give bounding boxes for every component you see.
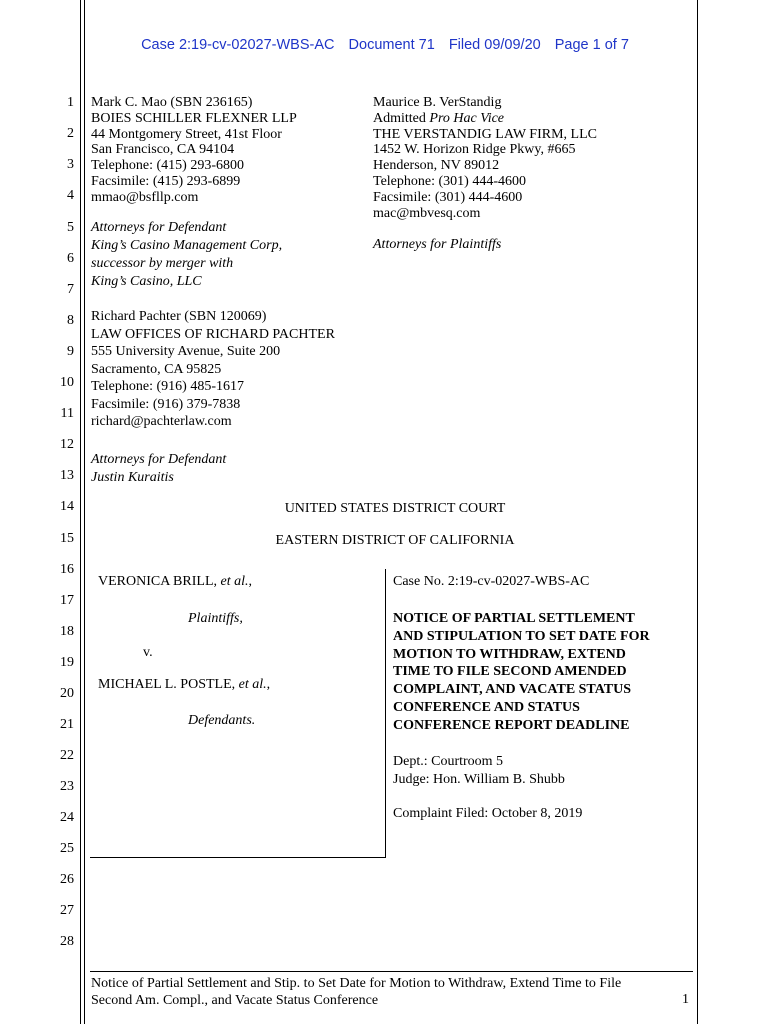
counsel-left-attorneys-for [91, 219, 282, 291]
defendant-comma: , [266, 677, 271, 692]
plaintiff-comma: , [248, 574, 252, 589]
counsel-second-line: Richard Pachter (SBN 120069) [91, 309, 267, 324]
versus: v. [143, 645, 153, 660]
case-number-header: Case 2:19-cv-02027-WBS-AC [141, 37, 335, 53]
attorneys-for-line: Attorneys for Defendant [91, 452, 227, 467]
counsel-left-line: Facsimile: (415) 293-6899 [91, 173, 241, 189]
line-number: 2 [67, 126, 74, 141]
line-number: 16 [60, 562, 74, 577]
line-number: 13 [60, 468, 74, 483]
line-number: 8 [67, 313, 74, 328]
line-number: 24 [60, 810, 74, 825]
line-number: 9 [67, 344, 74, 359]
attorneys-for-line: King’s Casino Management Corp, [91, 238, 283, 253]
line-number: 18 [60, 624, 74, 639]
line-number: 14 [60, 499, 74, 514]
line-number: 12 [60, 437, 74, 452]
caption-divider [385, 569, 386, 858]
counsel-second-line: LAW OFFICES OF RICHARD PACHTER [91, 326, 335, 342]
line-number: 27 [60, 903, 74, 918]
page-number: 1 [682, 992, 689, 1007]
court-name: UNITED STATES DISTRICT COURT [284, 501, 506, 516]
counsel-second-attorneys-for [91, 451, 226, 486]
defendant-etal: et al. [238, 677, 267, 692]
counsel-right-line: THE VERSTANDIG LAW FIRM, LLC [373, 126, 597, 142]
footer [91, 975, 621, 1009]
title-line: AND STIPULATION TO SET DATE FOR [393, 628, 650, 644]
line-number: 5 [67, 220, 74, 235]
admitted-text: Admitted [373, 110, 430, 126]
case-no: Case No. 2:19-cv-02027-WBS-AC [393, 574, 590, 589]
defendant-text: MICHAEL L. POSTLE, [98, 677, 239, 692]
line-number: 15 [60, 531, 74, 546]
counsel-right-line: 1452 W. Horizon Ridge Pkwy, #665 [373, 142, 576, 158]
defendants-label: Defendants. [188, 713, 256, 728]
complaint-filed: Complaint Filed: October 8, 2019 [393, 806, 583, 821]
title-line: CONFERENCE AND STATUS [393, 699, 580, 715]
line-number: 23 [60, 779, 74, 794]
counsel-left-line: mmao@bsfllp.com [91, 189, 199, 205]
counsel-left-line: 44 Montgomery Street, 41st Floor [91, 126, 282, 142]
page-count: Page 1 of 7 [554, 37, 629, 53]
line-number: 19 [60, 655, 74, 670]
caption-bottom-rule [90, 857, 386, 858]
court-district: EASTERN DISTRICT OF CALIFORNIA [275, 533, 515, 548]
footer-line: Second Am. Compl., and Vacate Status Conference [91, 993, 379, 1008]
attorneys-for-line: successor by merger with [91, 256, 234, 271]
judge: Judge: Hon. William B. Shubb [393, 772, 565, 787]
counsel-second-line: Telephone: (916) 485-1617 [91, 379, 244, 394]
counsel-right-attorneys-for: Attorneys for Plaintiffs [373, 237, 502, 252]
line-number: 11 [60, 406, 74, 421]
plaintiff-name [98, 574, 252, 590]
line-number: 3 [67, 157, 74, 172]
defendant-name [98, 677, 270, 693]
line-number: 7 [67, 282, 74, 297]
counsel-second-line: richard@pachterlaw.com [91, 414, 232, 429]
left-margin-rule [80, 0, 81, 1024]
plaintiff-etal: et al. [220, 574, 249, 589]
title-line: NOTICE OF PARTIAL SETTLEMENT [393, 611, 635, 626]
title-line: COMPLAINT, AND VACATE STATUS [393, 682, 632, 698]
line-number: 25 [60, 841, 74, 856]
plaintiff-text: VERONICA BRILL, [98, 574, 221, 589]
line-number: 22 [60, 748, 74, 763]
document-number: Document 71 [348, 37, 435, 53]
pro-hac-vice: Pro Hac Vice [429, 110, 505, 126]
title-line: CONFERENCE REPORT DEADLINE [393, 717, 630, 733]
attorneys-for-line: Attorneys for Defendant [91, 220, 227, 235]
counsel-right-name: Maurice B. VerStandig [373, 95, 502, 110]
title-line: TIME TO FILE SECOND AMENDED [393, 664, 627, 680]
line-number: 21 [60, 717, 74, 732]
counsel-right-line: mac@mbvesq.com [373, 205, 481, 221]
counsel-left-line: BOIES SCHILLER FLEXNER LLP [91, 110, 297, 126]
counsel-left [91, 95, 297, 206]
document-title [393, 610, 650, 735]
title-line: MOTION TO WITHDRAW, EXTEND [393, 646, 626, 662]
counsel-second-line: Facsimile: (916) 379-7838 [91, 396, 241, 412]
counsel-right-line: Telephone: (301) 444-4600 [373, 173, 526, 189]
line-number: 1 [67, 95, 74, 110]
line-number: 10 [60, 375, 74, 390]
counsel-right [373, 95, 597, 221]
attorneys-for-line: Justin Kuraitis [91, 469, 174, 485]
left-margin-rule-inner [84, 0, 85, 1024]
counsel-second-line: 555 University Avenue, Suite 200 [91, 344, 281, 359]
attorneys-for-line: King’s Casino, LLC [91, 274, 202, 289]
line-number: 17 [60, 593, 74, 608]
counsel-left-line: Telephone: (415) 293-6800 [91, 158, 244, 174]
counsel-second-line: Sacramento, CA 95825 [91, 361, 222, 377]
filing-header [0, 37, 770, 53]
line-number: 4 [67, 188, 74, 203]
plaintiffs-label: Plaintiffs, [188, 611, 243, 626]
filed-date: Filed 09/09/20 [448, 37, 541, 53]
line-number: 26 [60, 872, 74, 887]
counsel-right-line: Henderson, NV 89012 [373, 158, 500, 174]
counsel-second [91, 308, 335, 431]
footer-line: Notice of Partial Settlement and Stip. to Set Date for Motion to Withdraw, Extend Time to File [91, 976, 622, 991]
counsel-left-line: Mark C. Mao (SBN 236165) [91, 95, 253, 110]
line-number: 6 [67, 251, 74, 266]
line-number: 28 [60, 934, 74, 949]
counsel-right-admitted [373, 111, 597, 127]
footer-rule [90, 971, 693, 972]
line-number: 20 [60, 686, 74, 701]
counsel-right-line: Facsimile: (301) 444-4600 [373, 189, 523, 205]
dept: Dept.: Courtroom 5 [393, 754, 504, 769]
dept-judge [393, 753, 565, 789]
counsel-left-line: San Francisco, CA 94104 [91, 142, 235, 158]
